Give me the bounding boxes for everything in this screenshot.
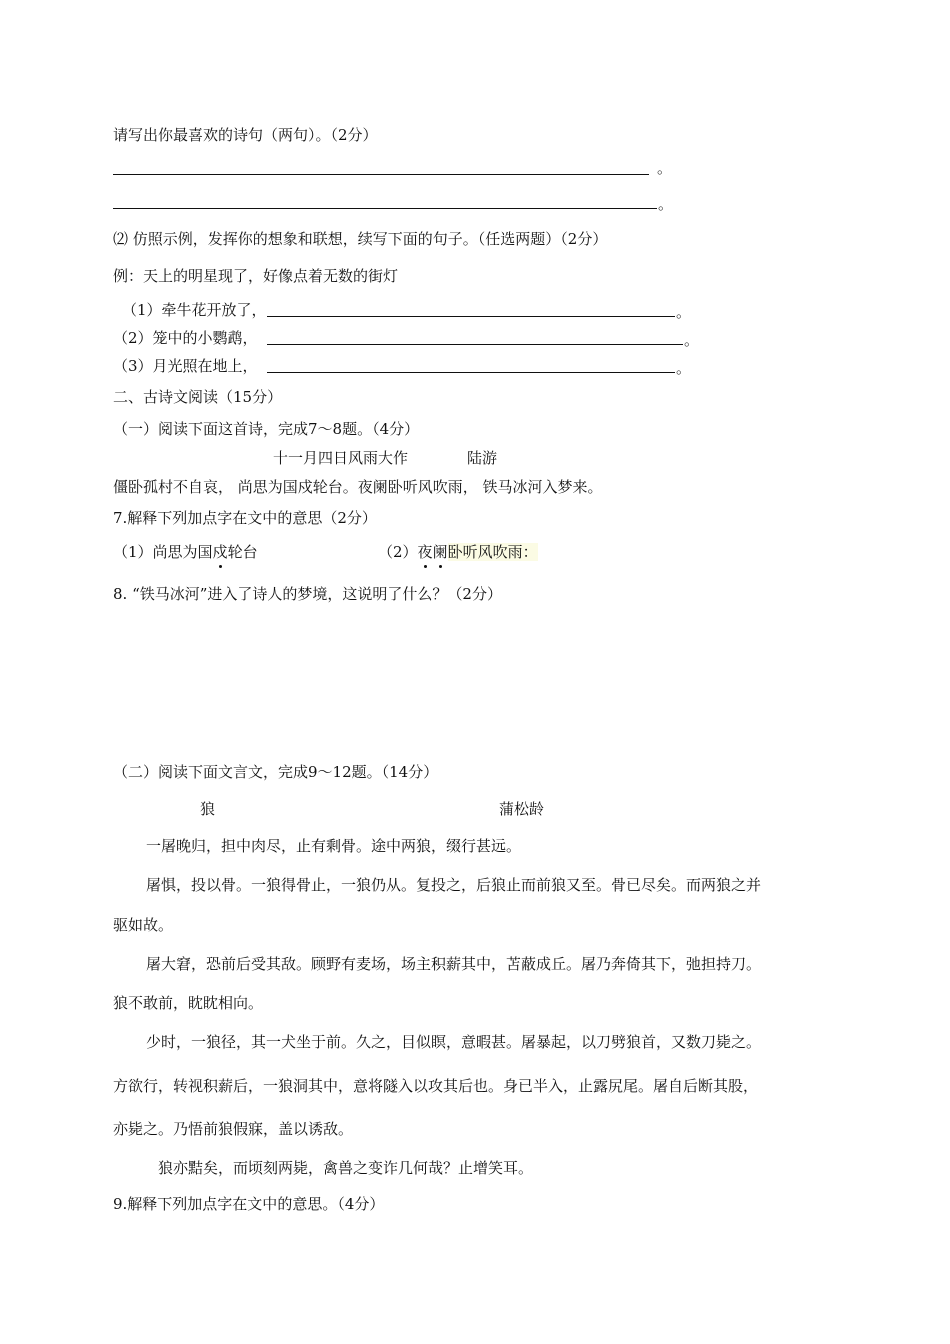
text-author: 蒲松龄	[499, 800, 545, 818]
para-2-line-1: 屠惧，投以骨。一狼得骨止，一狼仍从。复投之，后狼止而前狼又至。骨已尽矣。而两狼之并	[146, 876, 762, 894]
q6-part1-prompt: 请写出你最喜欢的诗句（两句）。（2分）	[113, 126, 378, 144]
continuation-line-3[interactable]	[267, 372, 675, 373]
para-3-line-2: 狼不敢前，眈眈相向。	[113, 994, 264, 1012]
q7-2-before: （2）	[378, 543, 418, 561]
continuation-item-3: （3）月光照在地上，	[113, 357, 258, 375]
q7-item-1	[113, 542, 258, 562]
q7-2-after: 卧听风吹雨：	[447, 543, 538, 561]
dotted-char-lan: 阑	[432, 543, 448, 561]
continuation-line-2[interactable]	[267, 344, 683, 345]
q8-prompt: 8. “铁马冰河”进入了诗人的梦境，这说明了什么？（2分）	[113, 585, 502, 603]
q7-1-before: （1）尚思为国	[113, 543, 213, 561]
answer-line-2[interactable]	[113, 208, 657, 209]
continuation-period-1: 。	[676, 303, 692, 321]
continuation-period-3: 。	[676, 359, 692, 377]
answer-line-1[interactable]	[113, 174, 649, 175]
para-1: 一屠晚归，担中肉尽，止有剩骨。途中两狼，缀行甚远。	[146, 837, 522, 855]
answer-line-2-period: 。	[658, 195, 674, 213]
section2-heading: 二、古诗文阅读（15分）	[113, 388, 283, 406]
para-2-line-2: 驱如故。	[113, 916, 174, 934]
poem-author: 陆游	[467, 449, 498, 467]
answer-line-1-period: 。	[657, 159, 673, 177]
poem-text: 僵卧孤村不自哀， 尚思为国戍轮台。夜阑卧听风吹雨， 铁马冰河入梦来。	[113, 478, 603, 496]
q6-example: 例：天上的明星现了，好像点着无数的街灯	[113, 267, 399, 285]
part2-intro: （二）阅读下面文言文，完成9～12题。（14分）	[113, 763, 439, 781]
q9-prompt: 9.解释下列加点字在文中的意思。（4分）	[113, 1195, 385, 1213]
para-4-line-1: 少时，一狼径，其一犬坐于前。久之，目似瞑，意暇甚。屠暴起，以刀劈狼首，又数刀毙之。	[146, 1033, 762, 1051]
para-3-line-1: 屠大窘，恐前后受其敌。顾野有麦场，场主积薪其中，苫蔽成丘。屠乃奔倚其下，弛担持刀。	[146, 955, 762, 973]
dotted-char-shu: 戍	[212, 543, 228, 561]
continuation-item-1: （1）牵牛花开放了，	[122, 301, 267, 319]
poem-title: 十一月四日风雨大作	[273, 449, 409, 467]
q7-item-2	[378, 542, 538, 562]
para-4-line-3: 亦毙之。乃悟前狼假寐，盖以诱敌。	[113, 1120, 354, 1138]
continuation-period-2: 。	[684, 331, 700, 349]
part1-intro: （一）阅读下面这首诗，完成7～8题。（4分）	[113, 420, 420, 438]
continuation-line-1[interactable]	[267, 316, 675, 317]
q7-1-after: 轮台	[227, 543, 258, 561]
dotted-char-ye: 夜	[417, 543, 433, 561]
para-5: 狼亦黠矣，而顷刻两毙，禽兽之变诈几何哉？止增笑耳。	[158, 1159, 534, 1177]
q6-part2-prompt: ⑵ 仿照示例，发挥你的想象和联想，续写下面的句子。（任选两题）（2分）	[113, 230, 608, 248]
para-4-line-2: 方欲行，转视积薪后，一狼洞其中，意将隧入以攻其后也。身已半入，止露尻尾。屠自后断其股，	[113, 1077, 759, 1095]
q7-prompt: 7.解释下列加点字在文中的意思（2分）	[113, 509, 377, 527]
text-title: 狼	[200, 800, 216, 818]
continuation-item-2: （2）笼中的小鹦鹉，	[113, 329, 258, 347]
